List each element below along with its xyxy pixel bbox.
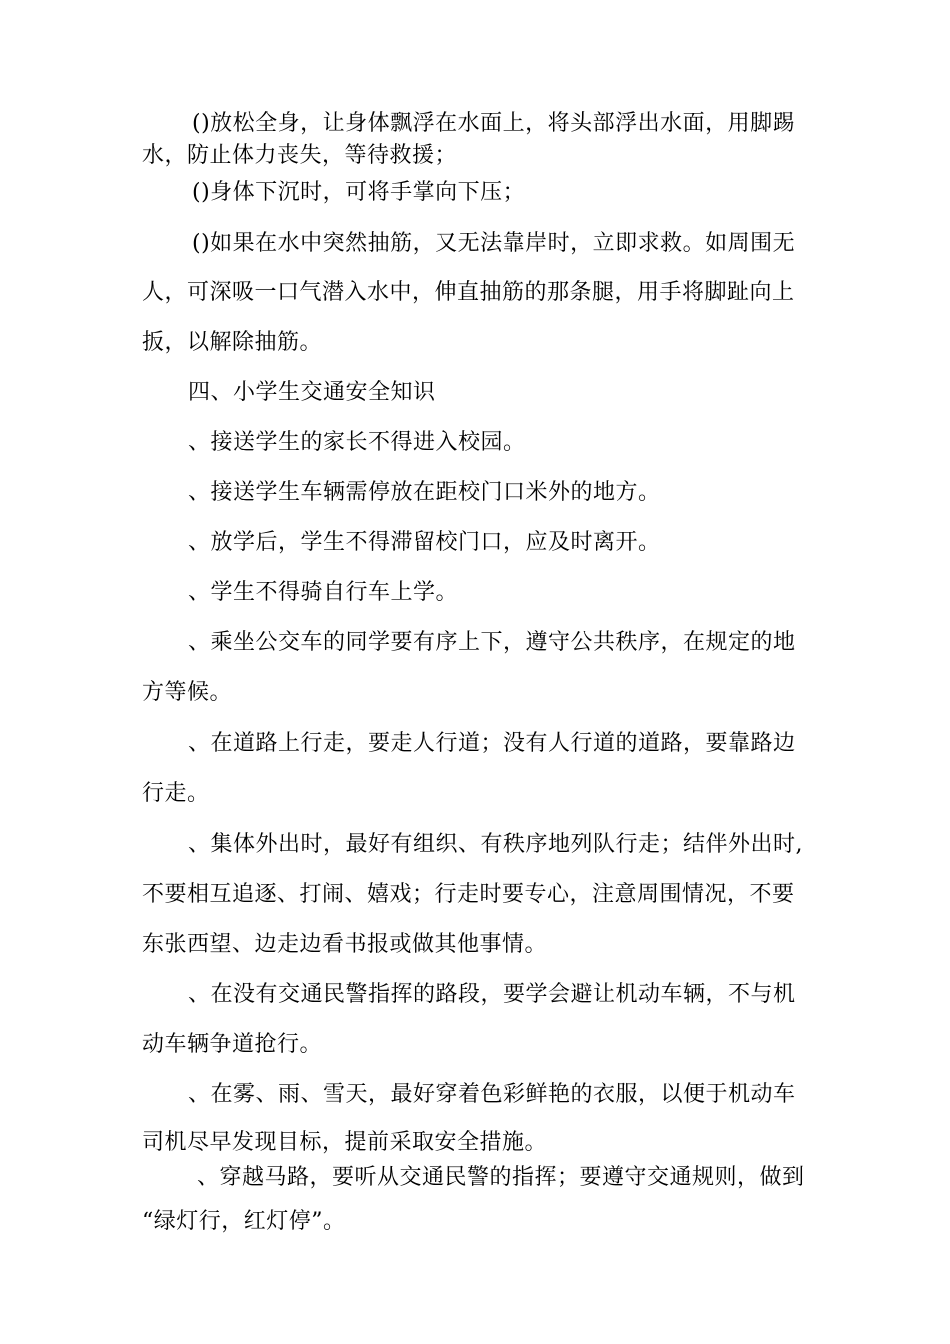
paragraph-line: 水，防止体力丧失，等待救援；: [142, 143, 458, 168]
paragraph-line: 、放学后，学生不得滞留校门口，应及时离开。: [188, 530, 661, 555]
paragraph-line: ()放松全身，让身体飘浮在水面上，将头部浮出水面，用脚踢: [192, 111, 796, 136]
paragraph-line: 、在道路上行走，要走人行道；没有人行道的道路，要靠路边: [188, 731, 796, 756]
paragraph-line: ()身体下沉时，可将手掌向下压；: [192, 180, 526, 205]
paragraph-line: 、在没有交通民警指挥的路段，要学会避让机动车辆，不与机: [188, 982, 796, 1007]
paragraph-line: 、乘坐公交车的同学要有序上下，遵守公共秩序，在规定的地: [188, 630, 796, 655]
paragraph-line: 、学生不得骑自行车上学。: [188, 580, 459, 605]
paragraph-line: 方等候。: [142, 680, 233, 705]
paragraph-line: 人，可深吸一口气潜入水中，伸直抽筋的那条腿，用手将脚趾向上: [142, 280, 795, 305]
paragraph-line: 司机尽早发现目标，提前采取安全措施。: [142, 1130, 548, 1155]
section-heading: 四、小学生交通安全知识: [188, 380, 436, 405]
paragraph-line: 行走。: [142, 781, 210, 806]
paragraph-line: 不要相互追逐、打闹、嬉戏；行走时要专心，注意周围情况，不要: [142, 882, 795, 907]
paragraph-line: 、在雾、雨、雪天，最好穿着色彩鲜艳的衣服，以便于机动车: [188, 1082, 796, 1107]
paragraph-line: 动车辆争道抢行。: [142, 1032, 323, 1057]
paragraph-line: “绿灯行，红灯停”。: [142, 1209, 346, 1234]
paragraph-line: 、接送学生的家长不得进入校园。: [188, 430, 526, 455]
paragraph-line: 东张西望、边走边看书报或做其他事情。: [142, 932, 548, 957]
paragraph-line: 、集体外出时，最好有组织、有秩序地列队行走；结伴外出时,: [188, 832, 803, 857]
paragraph-line: 扳，以解除抽筋。: [142, 330, 323, 355]
paragraph-line: ()如果在水中突然抽筋，又无法靠岸时，立即求救。如周围无: [192, 231, 796, 256]
paragraph-line: 、接送学生车辆需停放在距校门口米外的地方。: [188, 480, 661, 505]
paragraph-line: 、穿越马路，要听从交通民警的指挥；要遵守交通规则，做到: [197, 1165, 805, 1190]
